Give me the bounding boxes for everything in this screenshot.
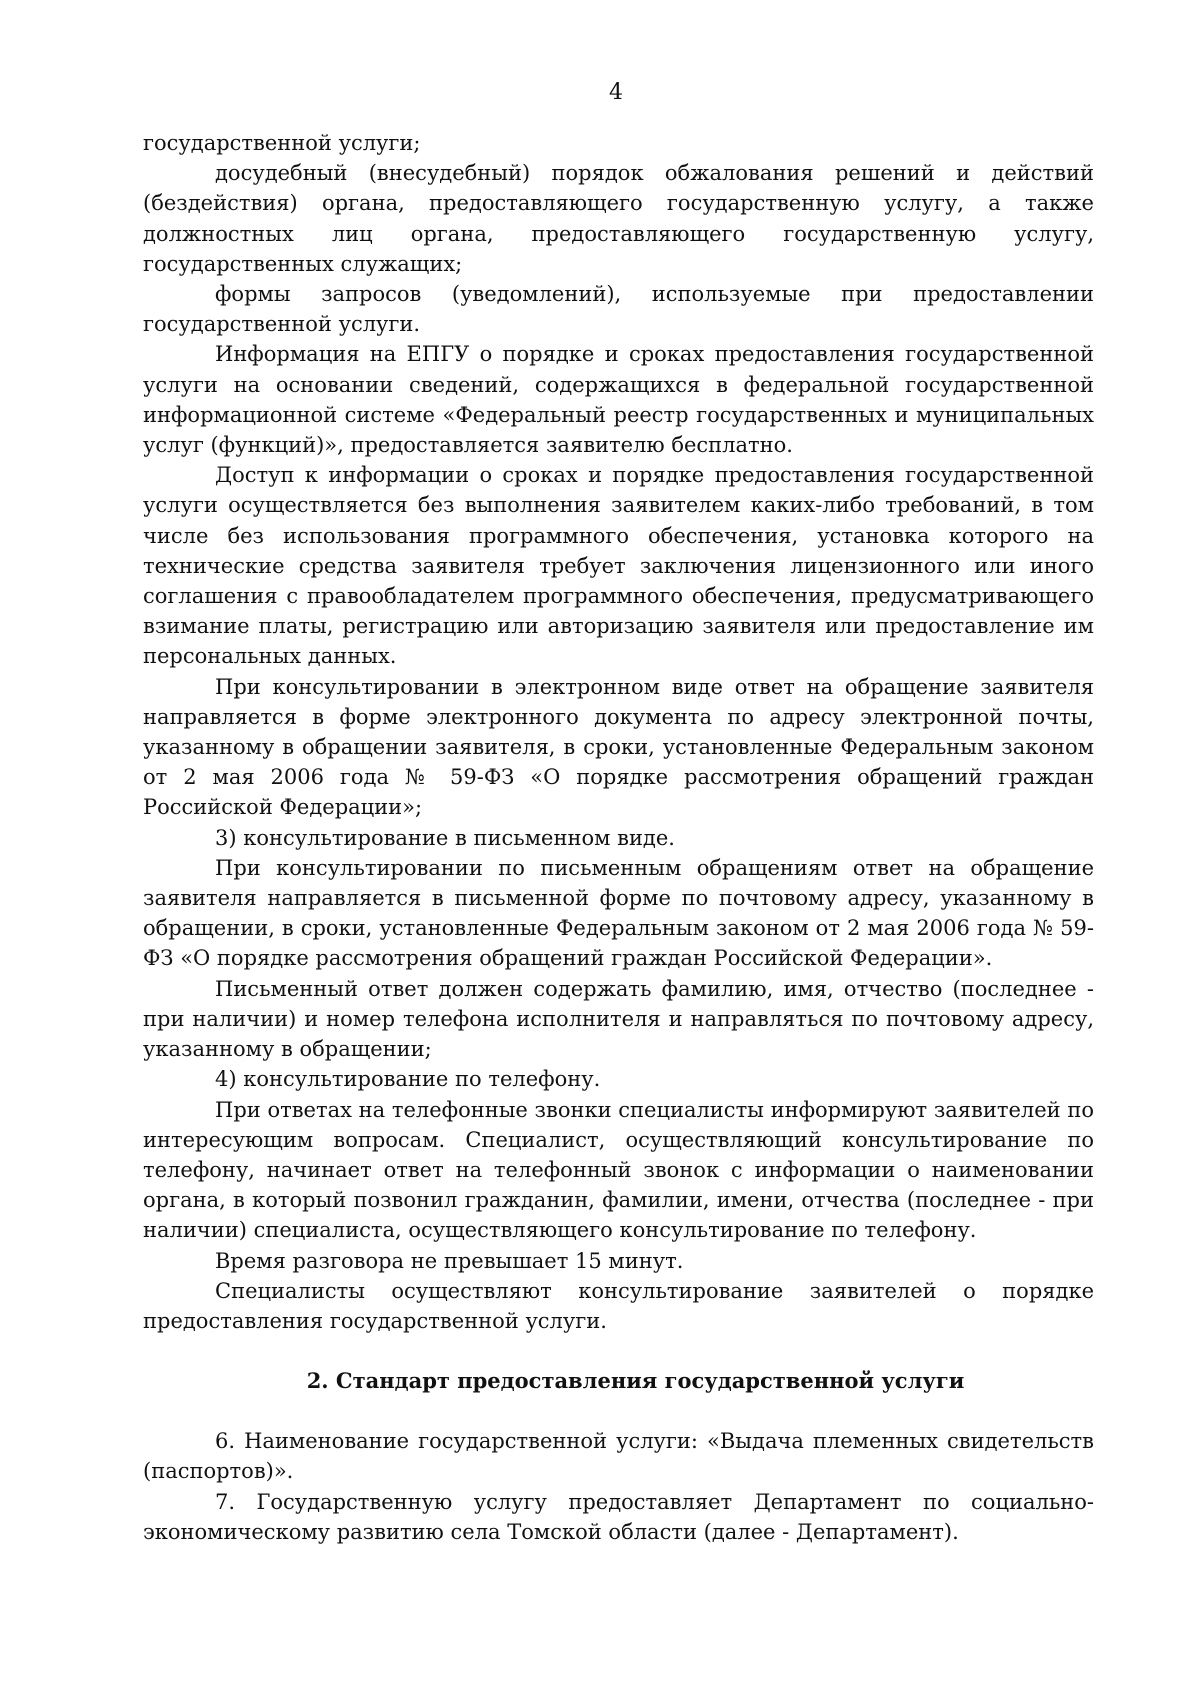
paragraph: Доступ к информации о сроках и порядке предоставления государственной услуги осуществляется без выполнения заявителем каких-либо требований, в том числе без использования программного обеспечения, установка которого на технические средства заявителя требует заключения лицензионного или иного соглашения с правообладателем программного обеспечения, предусматривающего взимание платы, регистрацию или авторизацию заявителя или предоставление им персональных данных. (143, 463, 1094, 669)
paragraph: Письменный ответ должен содержать фамилию, имя, отчество (последнее - при наличии) и номер телефона исполнителя и направляться по почтовому адресу, указанному в обращении; (143, 976, 1094, 1062)
section-heading: 2. Стандарт предоставления государственной услуги (306, 1368, 965, 1394)
document-body (143, 128, 1094, 1547)
paragraph: При консультировании в электронном виде ответ на обращение заявителя направляется в форме электронного документа по адресу электронной почты, указанному в обращении заявителя, в сроки, установленные Федеральным законом от 2 мая 2006 года № 59-ФЗ «О порядке рассмотрения обращений граждан Российской Федерации»; (143, 674, 1094, 820)
paragraph: 3) консультирование в письменном виде. (215, 825, 675, 850)
paragraph: При ответах на телефонные звонки специалисты информируют заявителей по интересующим вопросам. Специалист, осуществляющий консультирование по телефону, начинает ответ на телефонный звонок с информации о наименовании органа, в который позвонил гражданин, фамилии, имени, отчества (последнее - при наличии) специалиста, осуществляющего консультирование по телефону. (143, 1097, 1094, 1243)
paragraph: государственной услуги; (143, 131, 421, 155)
paragraphs-after-heading (143, 1426, 1094, 1547)
paragraph: При консультировании по письменным обращениям ответ на обращение заявителя направляется в письменной форме по почтовому адресу, указанному в обращении, в сроки, установленные Федеральным законом от 2 мая 2006 года № 59-ФЗ «О порядке рассмотрения обращений граждан Российской Федерации». (143, 855, 1094, 971)
paragraph: досудебный (внесудебный) порядок обжалования решений и действий (бездействия) органа, предоставляющего государственную услугу, а также должностных лиц органа, предоставляющего государственную услугу, государственных служащих; (143, 161, 1094, 276)
paragraph: 6. Наименование государственной услуги: «Выдача племенных свидетельств (паспортов)». (143, 1429, 1094, 1484)
page-number: 4 (609, 80, 623, 105)
paragraph: 4) консультирование по телефону. (215, 1067, 601, 1092)
paragraph: формы запросов (уведомлений), используемые при предоставлении государственной услуги. (143, 282, 1094, 337)
paragraph: 7. Государственную услугу предоставляет Департамент по социально-экономическому развитию села Томской области (далее - Департамент). (143, 1489, 1094, 1544)
paragraph: Специалисты осуществляют консультирование заявителей о порядке предоставления государственной услуги. (143, 1278, 1094, 1333)
paragraph: Время разговора не превышает 15 минут. (215, 1248, 684, 1273)
paragraphs-before-heading (143, 128, 1094, 1336)
paragraph: Информация на ЕПГУ о порядке и сроках предоставления государственной услуги на основании сведений, содержащихся в федеральной государственной информационной системе «Федеральный реестр государственных и муниципальных услуг (функций)», предоставляется заявителю бесплатно. (143, 342, 1094, 458)
